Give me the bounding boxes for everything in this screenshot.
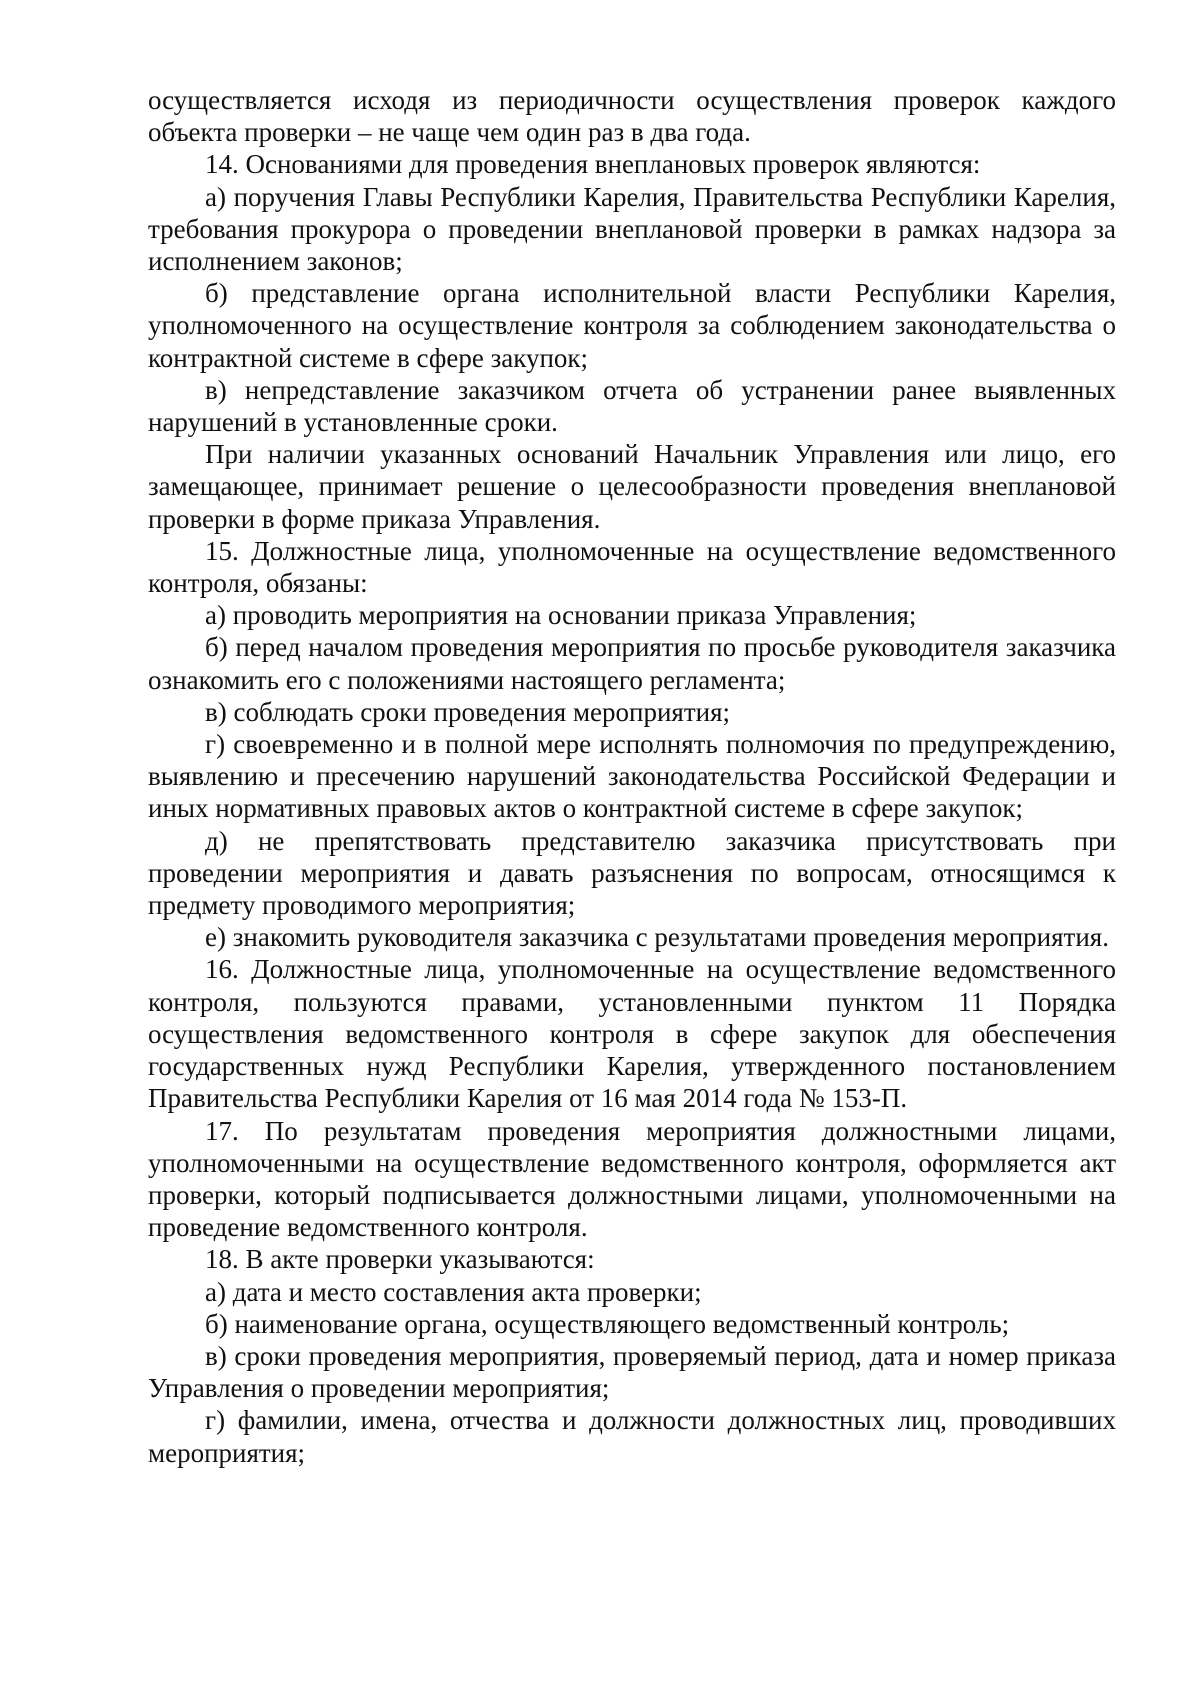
paragraph-14v: в) непредставление заказчиком отчета об устранении ранее выявленных нарушений в установленные сроки. [148,374,1116,438]
paragraph-continuation: осуществляется исходя из периодичности осуществления проверок каждого объекта проверки – не чаще чем один раз в два года. [148,85,1116,148]
paragraph-18b: б) наименование органа, осуществляющего ведомственный контроль; [205,1308,1010,1339]
paragraph-16: 16. Должностные лица, уполномоченные на осуществление ведомственного контроля, пользуются правами, установленными пунктом 11 Порядка осуществления ведомственного контроля в сфере закупок для обеспечения государственных нужд Республики Карелия, утвержденного постановлением Правительства Республики Карелия от 16 мая 2014 года № 153-П. [148,954,1116,1114]
paragraph-14-decision: При наличии указанных оснований Начальник Управления или лицо, его замещающее, принимает решение о целесообразности проведения внеплановой проверки в форме приказа Управления. [148,439,1116,534]
paragraph-15-heading: 15. Должностные лица, уполномоченные на осуществление ведомственного контроля, обязаны: [148,535,1116,599]
paragraph-15a: а) проводить мероприятия на основании приказа Управления; [205,600,917,631]
paragraph-14-heading: 14. Основаниями для проведения внеплановых проверок являются: [205,149,981,180]
paragraph-14b: б) представление органа исполнительной власти Республики Карелия, уполномоченного на осуществление контроля за соблюдением законодательства о контрактной системе в сфере закупок; [148,278,1116,373]
paragraph-15d: д) не препятствовать представителю заказчика присутствовать при проведении мероприятия и давать разъяснения по вопросам, относящимся к предмету проводимого мероприятия; [148,825,1116,921]
paragraph-14a: а) поручения Главы Республики Карелия, Правительства Республики Карелия, требования прокурора о проведении внеплановой проверки в рамках надзора за исполнением законов; [148,181,1116,277]
paragraph-15g: г) своевременно и в полной мере исполнять полномочия по предупреждению, выявлению и пресечению нарушений законодательства Российской Федерации и иных нормативных правовых актов о контрактной системе в сфере закупок; [148,729,1116,824]
paragraph-15e: е) знакомить руководителя заказчика с результатами проведения мероприятия. [205,922,1109,953]
paragraph-17: 17. По результатам проведения мероприятия должностными лицами, уполномоченными на осуществление ведомственного контроля, оформляется акт проверки, который подписывается должностными лицами, уполномоченными на проведение ведомственного контроля. [148,1115,1116,1243]
paragraph-15v: в) соблюдать сроки проведения мероприятия; [205,696,731,727]
paragraph-18v: в) сроки проведения мероприятия, проверяемый период, дата и номер приказа Управления о проведении мероприятия; [148,1340,1116,1404]
paragraph-18-heading: 18. В акте проверки указываются: [205,1244,595,1275]
document-body [148,84,1116,1469]
paragraph-18a: а) дата и место составления акта проверки; [205,1276,702,1307]
paragraph-18g: г) фамилии, имена, отчества и должности должностных лиц, проводивших мероприятия; [148,1405,1116,1468]
paragraph-15b: б) перед началом проведения мероприятия по просьбе руководителя заказчика ознакомить его с положениями настоящего регламента; [148,632,1116,695]
